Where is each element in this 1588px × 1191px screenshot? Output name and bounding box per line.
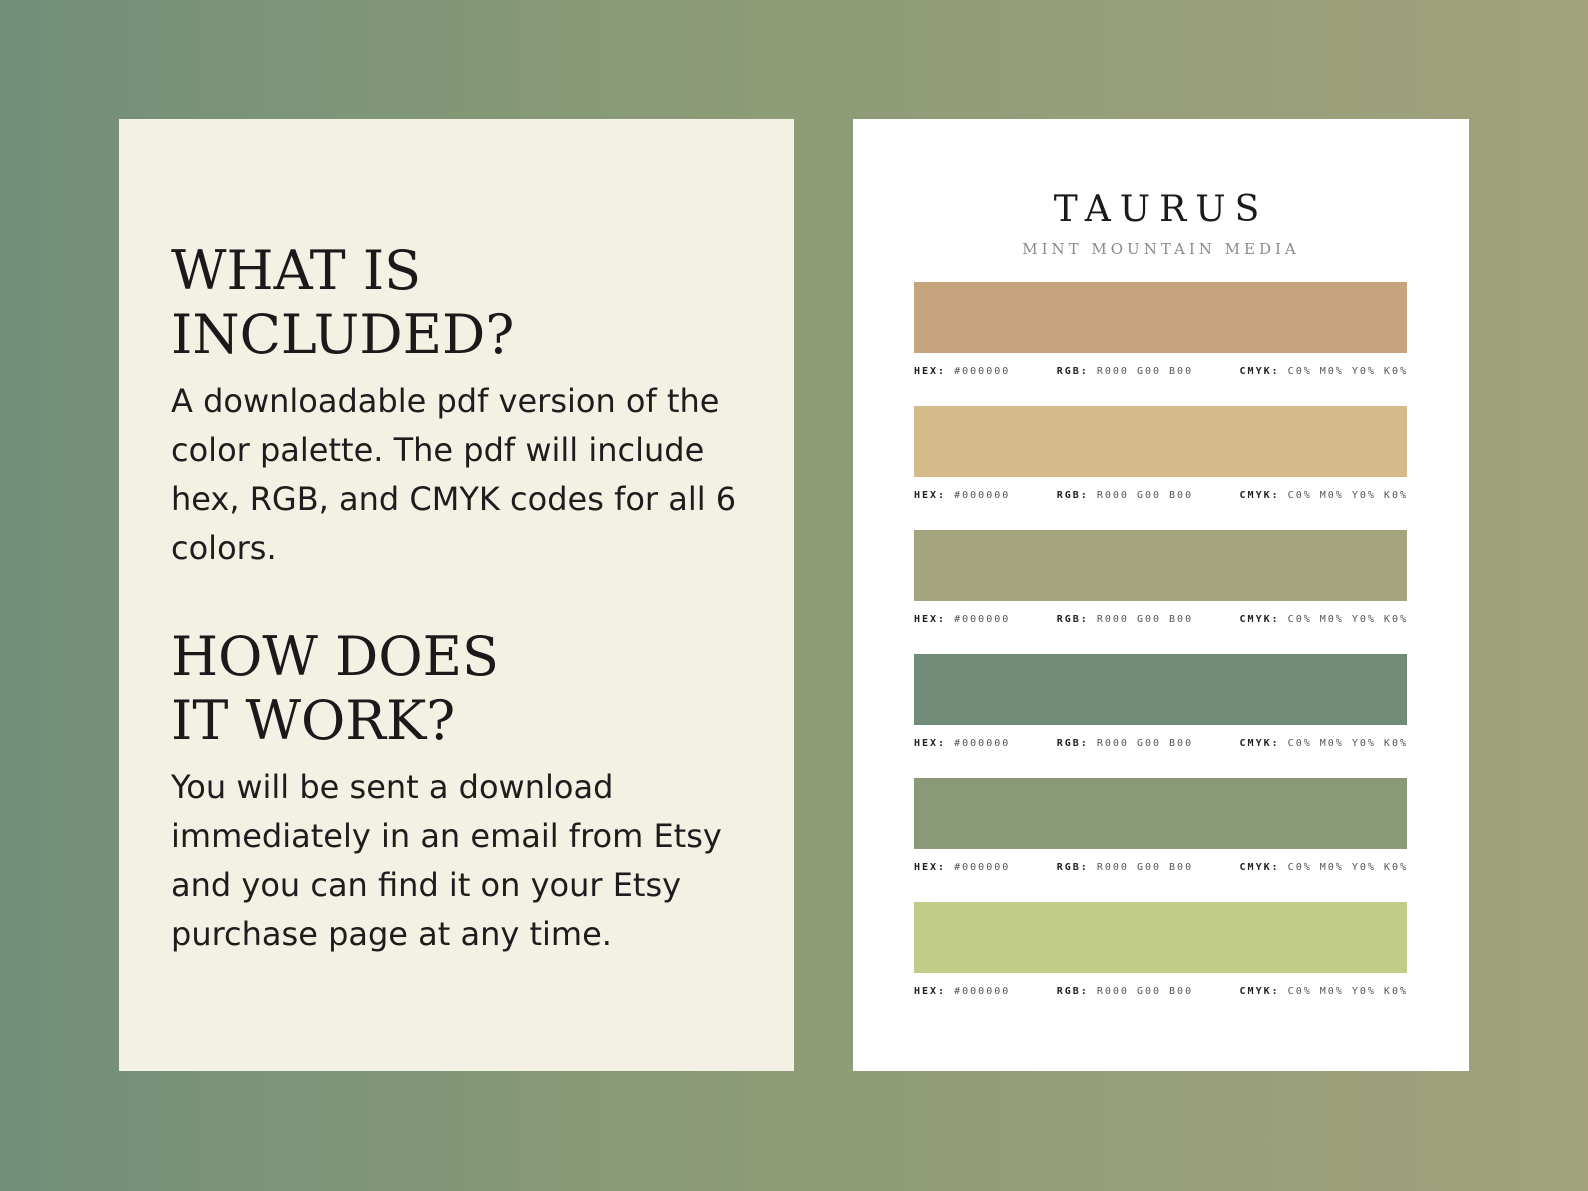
rgb-code xyxy=(1057,862,1193,873)
hex-code-label: HEX: xyxy=(914,614,947,625)
color-codes xyxy=(914,986,1408,997)
cmyk-code-value: C0% M0% Y0% K0% xyxy=(1287,366,1408,377)
cmyk-code-label: CMYK: xyxy=(1239,862,1280,873)
cmyk-code-label: CMYK: xyxy=(1239,986,1280,997)
hex-code-label: HEX: xyxy=(914,986,947,997)
rgb-code-label: RGB: xyxy=(1056,366,1089,377)
cmyk-code-label: CMYK: xyxy=(1239,614,1280,625)
color-swatch-row xyxy=(914,654,1408,778)
cmyk-code-value: C0% M0% Y0% K0% xyxy=(1287,490,1408,501)
hex-code-label: HEX: xyxy=(914,366,947,377)
color-swatch xyxy=(914,530,1407,601)
color-swatch xyxy=(914,282,1407,353)
rgb-code xyxy=(1057,986,1193,997)
hex-code-label: HEX: xyxy=(914,738,947,749)
rgb-code-label: RGB: xyxy=(1056,490,1089,501)
cmyk-code-label: CMYK: xyxy=(1239,738,1280,749)
cmyk-code-label: CMYK: xyxy=(1239,490,1280,501)
cmyk-code xyxy=(1240,862,1408,873)
hex-code-label: HEX: xyxy=(914,862,947,873)
color-codes xyxy=(914,862,1408,873)
rgb-code-label: RGB: xyxy=(1056,614,1089,625)
hex-code xyxy=(914,366,1010,377)
hex-code-value: #000000 xyxy=(954,986,1011,997)
info-card xyxy=(119,119,794,1071)
color-swatch xyxy=(914,778,1407,849)
palette-subtitle: MINT MOUNTAIN MEDIA xyxy=(1022,240,1300,258)
color-swatch xyxy=(914,902,1407,973)
color-codes xyxy=(914,366,1408,377)
color-codes xyxy=(914,738,1408,749)
cmyk-code xyxy=(1240,614,1408,625)
color-swatch-row xyxy=(914,282,1408,406)
how-it-works-section xyxy=(171,625,754,959)
swatch-list xyxy=(914,282,1408,1026)
rgb-code xyxy=(1057,614,1193,625)
color-codes xyxy=(914,490,1408,501)
hex-code xyxy=(914,986,1010,997)
included-text: A downloadable pdf version of the color palette. The pdf will include hex, RGB, and CMYK codes for all 6 colors. xyxy=(171,382,737,567)
rgb-code xyxy=(1057,490,1193,501)
included-heading: WHAT IS INCLUDED? xyxy=(171,239,515,366)
hex-code-value: #000000 xyxy=(954,614,1011,625)
palette-card xyxy=(853,119,1469,1071)
cmyk-code xyxy=(1240,490,1408,501)
hex-code-value: #000000 xyxy=(954,366,1011,377)
cmyk-code xyxy=(1240,366,1408,377)
cmyk-code-value: C0% M0% Y0% K0% xyxy=(1287,738,1408,749)
hex-code-value: #000000 xyxy=(954,738,1011,749)
color-swatch-row xyxy=(914,406,1408,530)
hex-code-label: HEX: xyxy=(914,490,947,501)
rgb-code-value: R000 G00 B00 xyxy=(1096,738,1194,749)
hex-code xyxy=(914,490,1010,501)
hex-code-value: #000000 xyxy=(954,490,1011,501)
color-swatch xyxy=(914,654,1407,725)
how-it-works-heading: HOW DOES IT WORK? xyxy=(171,625,500,752)
cmyk-code-value: C0% M0% Y0% K0% xyxy=(1287,862,1408,873)
cmyk-code-label: CMYK: xyxy=(1239,366,1280,377)
rgb-code xyxy=(1057,738,1193,749)
rgb-code-label: RGB: xyxy=(1056,862,1089,873)
how-it-works-text: You will be sent a download immediately in an email from Etsy and you can find it on your Etsy purchase page at any time. xyxy=(171,768,722,953)
rgb-code-value: R000 G00 B00 xyxy=(1096,986,1194,997)
rgb-code-value: R000 G00 B00 xyxy=(1096,490,1194,501)
color-swatch xyxy=(914,406,1407,477)
rgb-code-value: R000 G00 B00 xyxy=(1096,614,1194,625)
cmyk-code xyxy=(1240,738,1408,749)
cmyk-code xyxy=(1240,986,1408,997)
color-swatch-row xyxy=(914,530,1408,654)
rgb-code-value: R000 G00 B00 xyxy=(1096,366,1194,377)
color-codes xyxy=(914,614,1408,625)
hex-code xyxy=(914,738,1010,749)
rgb-code-label: RGB: xyxy=(1056,986,1089,997)
hex-code xyxy=(914,614,1010,625)
rgb-code xyxy=(1057,366,1193,377)
cmyk-code-value: C0% M0% Y0% K0% xyxy=(1287,614,1408,625)
cmyk-code-value: C0% M0% Y0% K0% xyxy=(1287,986,1408,997)
color-swatch-row xyxy=(914,778,1408,902)
hex-code-value: #000000 xyxy=(954,862,1011,873)
rgb-code-label: RGB: xyxy=(1056,738,1089,749)
color-swatch-row xyxy=(914,902,1408,1026)
hex-code xyxy=(914,862,1010,873)
palette-title: TAURUS xyxy=(1053,189,1269,230)
rgb-code-value: R000 G00 B00 xyxy=(1096,862,1194,873)
